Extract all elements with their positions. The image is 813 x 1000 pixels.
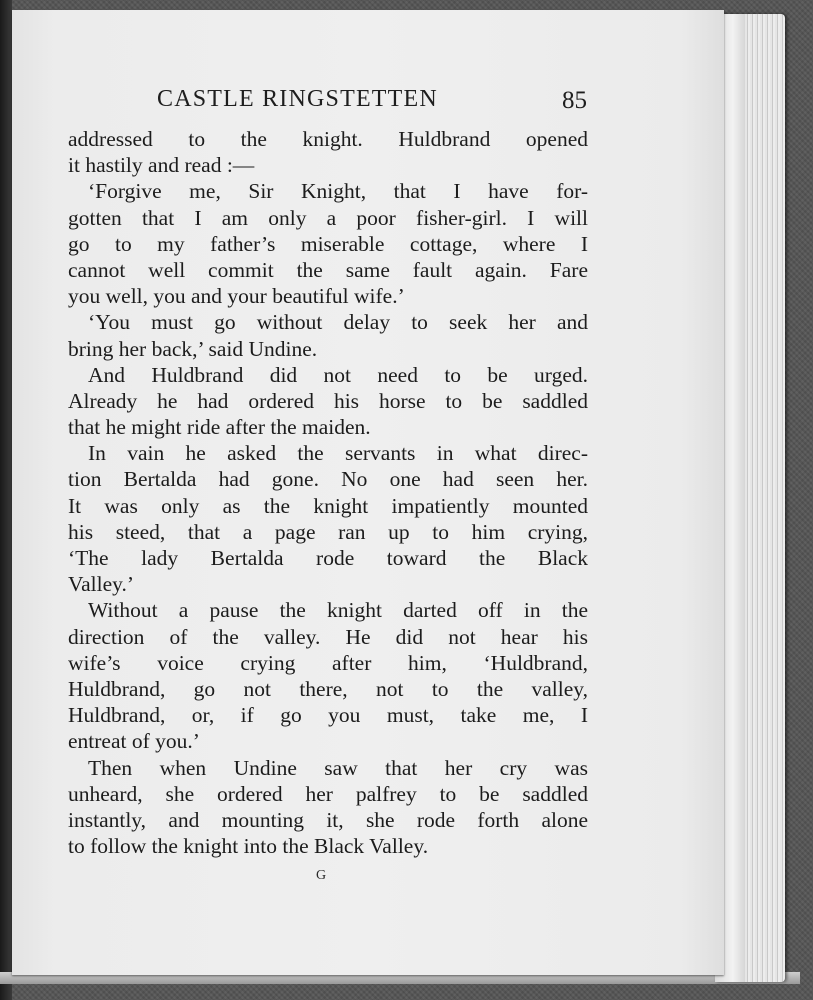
text-line: ‘You must go without delay to seek her and <box>88 310 588 335</box>
page-number: 85 <box>562 87 587 114</box>
text-line: his steed, that a page ran up to him crying, <box>68 519 588 544</box>
running-head <box>157 86 597 120</box>
text-line: unheard, she ordered her palfrey to be saddled <box>68 781 588 806</box>
text-line: ‘The lady Bertalda rode toward the Black <box>68 546 588 570</box>
text-line: Already he had ordered his horse to be saddled <box>68 388 588 413</box>
text-line: ‘Forgive me, Sir Knight, that I have for- <box>88 179 588 204</box>
text-line: And Huldbrand did not need to be urged. <box>88 362 588 387</box>
running-title: CASTLE RINGSTETTEN <box>157 86 438 112</box>
facing-page-edge <box>0 0 12 1000</box>
text-line: instantly, and mounting it, she rode forth alone <box>68 807 588 832</box>
text-line: Without a pause the knight darted off in the <box>88 598 588 623</box>
text-line: Valley.’ <box>68 572 135 597</box>
body-text <box>68 126 588 859</box>
text-line: that he might ride after the maiden. <box>68 415 371 440</box>
text-line: it hastily and read :— <box>68 153 255 178</box>
text-line: to follow the knight into the Black Valley. <box>68 834 429 859</box>
text-line: cannot well commit the same fault again. Fare <box>68 257 588 282</box>
page-stack-edges <box>715 14 785 982</box>
text-line: gotten that I am only a poor fisher-girl. I will <box>68 205 588 230</box>
text-line: addressed to the knight. Huldbrand opened <box>68 127 588 151</box>
text-line: It was only as the knight impatiently mounted <box>68 493 588 518</box>
text-line: direction of the valley. He did not hear his <box>68 624 588 649</box>
text-line: In vain he asked the servants in what direc- <box>88 441 588 466</box>
text-line: entreat of you.’ <box>68 729 200 754</box>
text-line: wife’s voice crying after him, ‘Huldbrand, <box>68 650 588 675</box>
text-line: go to my father’s miserable cottage, where I <box>68 231 588 256</box>
text-line: Huldbrand, or, if go you must, take me, I <box>68 703 588 728</box>
text-line: you well, you and your beautiful wife.’ <box>68 284 405 309</box>
text-line: tion Bertalda had gone. No one had seen her. <box>68 467 588 492</box>
text-line: bring her back,’ said Undine. <box>68 336 318 361</box>
text-line: Huldbrand, go not there, not to the valley, <box>68 676 588 701</box>
text-line: Then when Undine saw that her cry was <box>88 755 588 780</box>
signature-mark: G <box>316 868 327 883</box>
